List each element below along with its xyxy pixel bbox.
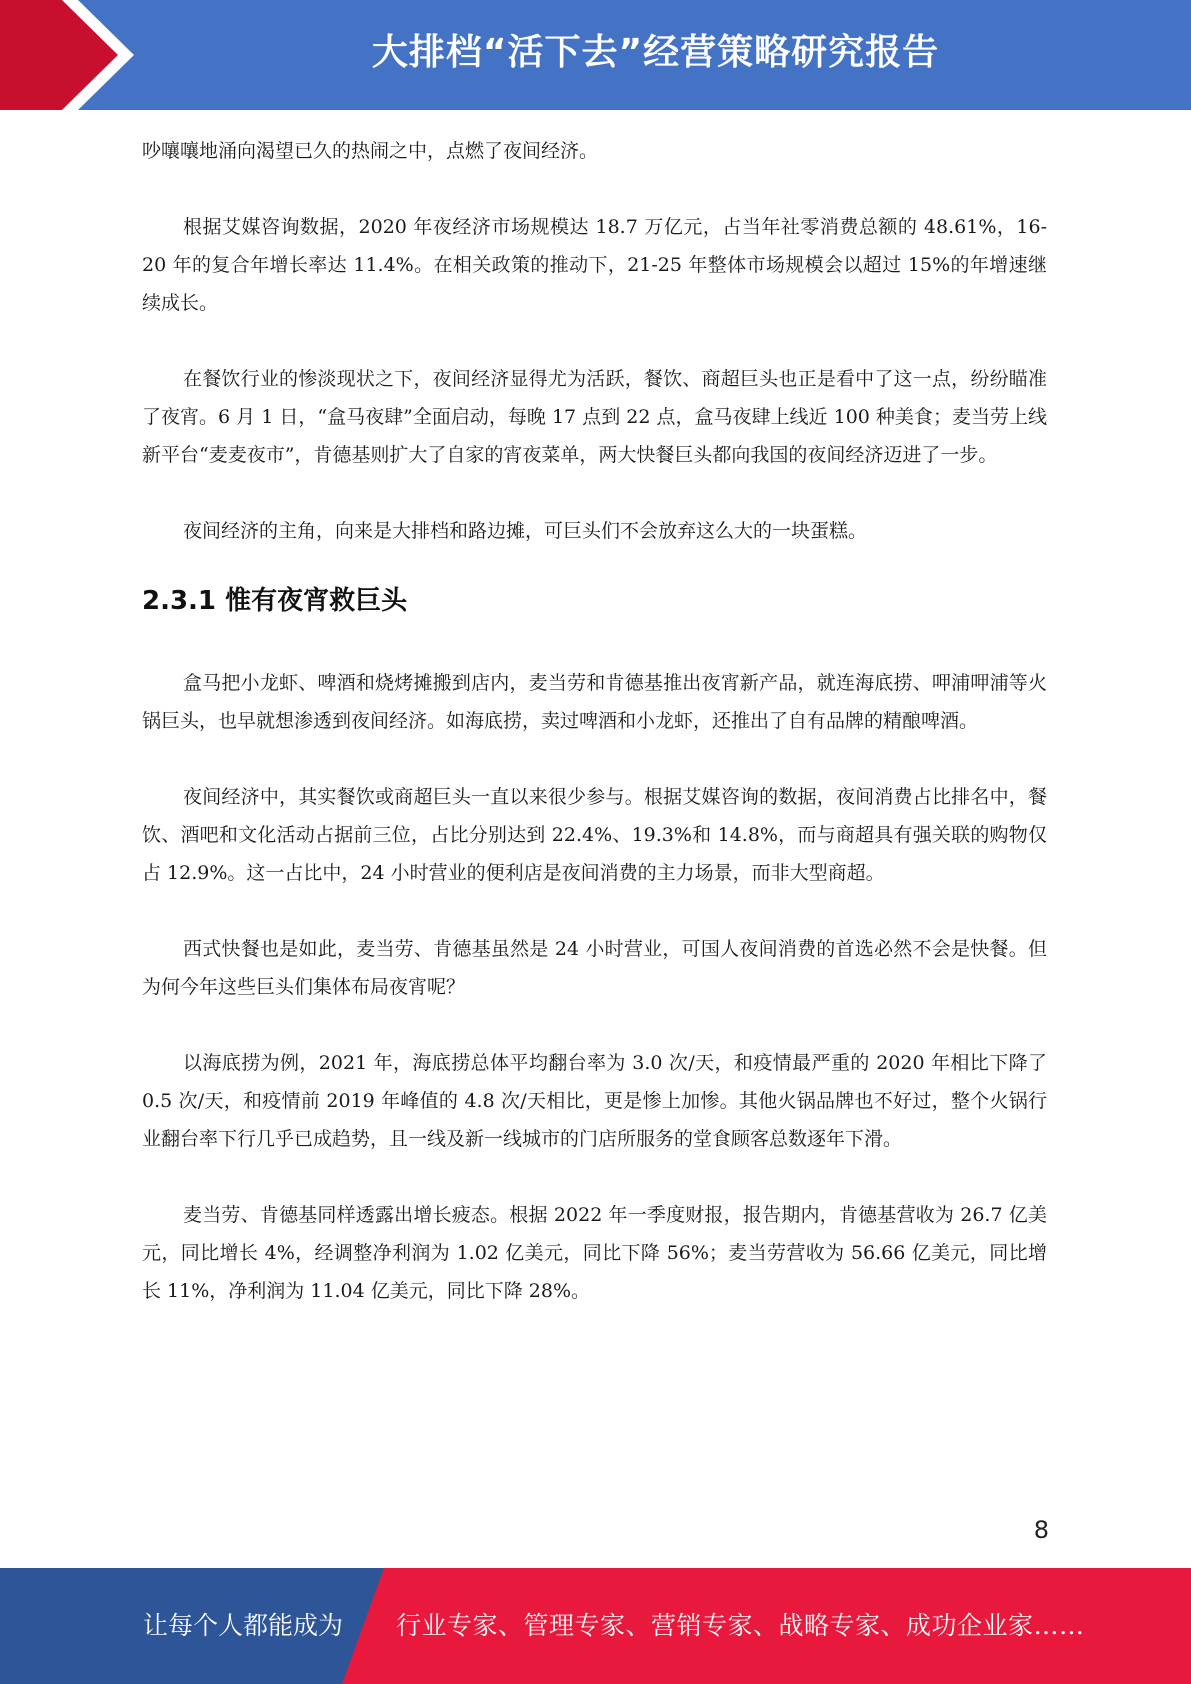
paragraph-8: 麦当劳、肯德基同样透露出增长疲态。根据 2022 年一季度财报，报告期内，肯德基营收为 26.7 亿美元，同比增长 4%，经调整净利润为 1.02 亿美元，同比下降 56%；麦当劳营收为 56.66 亿美元，同比增长 11%，净利润为 11.04 亿美元，同比下降 28%。 <box>142 1204 1047 1302</box>
footer-slogan-left: 让每个人都能成为 <box>143 1611 344 1640</box>
paragraph-1: 根据艾媒咨询数据，2020 年夜经济市场规模达 18.7 万亿元，占当年社零消费总额的 48.61%，16-20 年的复合年增长率达 11.4%。在相关政策的推动下，21-25 年整体市场规模会以超过 15%的年增速继续成长。 <box>142 216 1047 314</box>
report-title: 大排档“活下去”经营策略研究报告 <box>371 32 940 73</box>
page-footer <box>0 1568 1191 1684</box>
page-header <box>0 0 1191 110</box>
footer-slogan-right: 行业专家、管理专家、营销专家、战略专家、成功企业家…… <box>396 1611 1085 1640</box>
document-body <box>142 132 1047 1310</box>
paragraph-5: 夜间经济中，其实餐饮或商超巨头一直以来很少参与。根据艾媒咨询的数据，夜间消费占比排名中，餐饮、酒吧和文化活动占据前三位，占比分别达到 22.4%、19.3%和 14.8%，而与商超具有强关联的购物仅占 12.9%。这一占比中，24 小时营业的便利店是夜间消费的主力场景，而非大型商超。 <box>142 786 1047 884</box>
section-heading: 2.3.1 惟有夜宵救巨头 <box>142 586 408 616</box>
paragraph-0: 吵嚷嚷地涌向渴望已久的热闹之中，点燃了夜间经济。 <box>142 140 599 162</box>
paragraph-2: 在餐饮行业的惨淡现状之下，夜间经济显得尤为活跃，餐饮、商超巨头也正是看中了这一点，纷纷瞄准了夜宵。6 月 1 日，“盒马夜肆”全面启动，每晚 17 点到 22 点，盒马夜肆上线近 100 种美食；麦当劳上线新平台“麦麦夜市”，肯德基则扩大了自家的宵夜菜单，两大快餐巨头都向我国的夜间经济迈进了一步。 <box>142 368 1047 466</box>
page-number: 8 <box>1033 1516 1049 1544</box>
paragraph-7: 以海底捞为例，2021 年，海底捞总体平均翻台率为 3.0 次/天，和疫情最严重的 2020 年相比下降了 0.5 次/天，和疫情前 2019 年峰值的 4.8 次/天相比，更是惨上加惨。其他火锅品牌也不好过，整个火锅行业翻台率下行几乎已成趋势，且一线及新一线城市的门店所服务的堂食顾客总数逐年下滑。 <box>142 1052 1047 1150</box>
chevron-arrow-icon <box>0 0 150 110</box>
paragraph-6: 西式快餐也是如此，麦当劳、肯德基虽然是 24 小时营业，可国人夜间消费的首选必然不会是快餐。但为何今年这些巨头们集体布局夜宵呢？ <box>142 938 1047 998</box>
paragraph-3: 夜间经济的主角，向来是大排档和路边摊，可巨头们不会放弃这么大的一块蛋糕。 <box>183 520 868 542</box>
paragraph-4: 盒马把小龙虾、啤酒和烧烤摊搬到店内，麦当劳和肯德基推出夜宵新产品，就连海底捞、呷浦呷浦等火锅巨头，也早就想渗透到夜间经济。如海底捞，卖过啤酒和小龙虾，还推出了自有品牌的精酿啤酒。 <box>142 672 1047 732</box>
